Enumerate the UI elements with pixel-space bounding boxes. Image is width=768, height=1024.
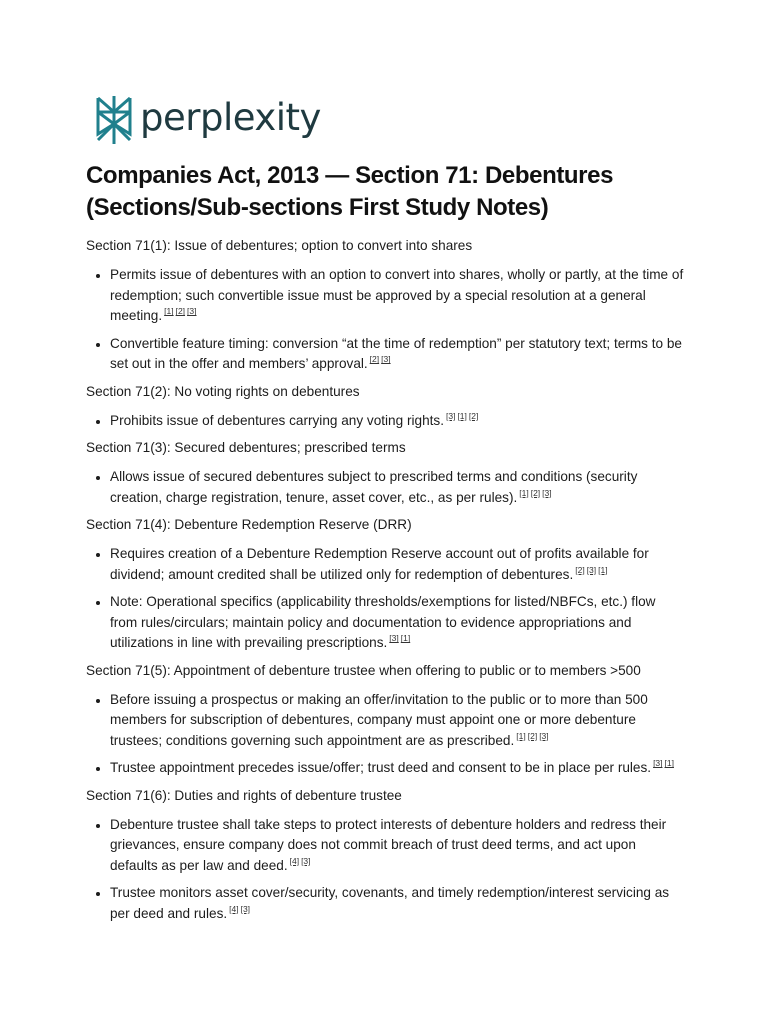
citation-link[interactable]: [3] (389, 633, 399, 644)
list-item (110, 411, 686, 432)
bullet-text: Trustee appointment precedes issue/offer; trust deed and consent to be in place per rules. (110, 760, 652, 775)
citation-link[interactable]: [3] (539, 730, 549, 741)
section-heading: Section 71(1): Issue of debentures; option to convert into shares (86, 238, 473, 253)
citation-link[interactable]: [1] (516, 730, 526, 741)
brand-wordmark: perplexity (140, 95, 321, 139)
citation-link[interactable]: [2] (468, 410, 479, 421)
list-item (110, 815, 686, 877)
list-item (110, 467, 686, 508)
perplexity-logo (94, 94, 321, 146)
list-item (110, 690, 686, 752)
document-body (86, 160, 686, 931)
citation-link[interactable]: [3] (187, 306, 197, 317)
citation-link[interactable]: [3] (240, 903, 251, 914)
list-item (110, 883, 686, 924)
bullet-list (86, 815, 686, 925)
section-heading: Section 71(3): Secured debentures; prescribed terms (86, 440, 406, 455)
bullet-text: Before issuing a prospectus or making an offer/invitation to the public or to more than 500 members for subscription of debentures, company must appoint one or more debenture trustees; conditions governing such appointment are as prescribed. (110, 691, 648, 748)
citation-link[interactable]: [1] (457, 410, 467, 421)
bullet-list (86, 544, 686, 654)
list-item (110, 265, 686, 327)
perplexity-mark-icon (94, 94, 134, 146)
page-title: Companies Act, 2013 — Section 71: Debentures (Sections/Sub-sections First Study Notes) (86, 162, 614, 221)
bullet-list (86, 411, 686, 432)
citation-link[interactable]: [1] (664, 758, 674, 769)
list-item (110, 758, 686, 779)
citation-link[interactable]: [2] (527, 730, 538, 741)
list-item (110, 544, 686, 585)
section-heading: Section 71(6): Duties and rights of debenture trustee (86, 787, 402, 803)
citation-link[interactable]: [3] (542, 487, 552, 498)
citation-link[interactable]: [1] (519, 487, 529, 498)
section-heading: Section 71(2): No voting rights on debentures (86, 383, 360, 399)
citation-link[interactable]: [3] (445, 410, 456, 421)
bullet-text: Prohibits issue of debentures carrying any voting rights. (110, 412, 444, 428)
citation-link[interactable]: [2] (369, 354, 380, 365)
bullet-list (86, 467, 686, 508)
bullet-text: Note: Operational specifics (applicability thresholds/exemptions for listed/NBFCs, etc.) flow from rules/circulars; maintain policy and documentation to evidence appropriations and utilizations in line with prevailing prescriptions. (110, 594, 656, 650)
list-item (110, 592, 686, 654)
citation-link[interactable]: [3] (381, 354, 391, 365)
bullet-text: Requires creation of a Debenture Redemption Reserve account out of profits available for dividend; amount credited shall be utilized only for redemption of debentures. (110, 546, 649, 582)
citation-link[interactable]: [4] (289, 855, 300, 866)
citation-link[interactable]: [2] (575, 564, 585, 575)
bullet-list (86, 265, 686, 375)
citation-link[interactable]: [3] (301, 855, 311, 866)
bullet-list (86, 690, 686, 779)
bullet-text: Allows issue of secured debentures subject to prescribed terms and conditions (security creation, charge registration, tenure, asset cover, etc., as per rules). (110, 469, 638, 505)
bullet-text: Trustee monitors asset cover/security, covenants, and timely redemption/interest servicing as per deed and rules. (110, 885, 670, 921)
citation-link[interactable]: [4] (229, 903, 239, 914)
citation-link[interactable]: [3] (586, 564, 597, 575)
citation-link[interactable]: [2] (530, 487, 541, 498)
section-heading: Section 71(5): Appointment of debenture trustee when offering to public or to members >500 (86, 662, 641, 678)
citation-link[interactable]: [1] (598, 564, 608, 575)
citation-link[interactable]: [1] (400, 633, 411, 644)
bullet-text: Debenture trustee shall take steps to protect interests of debenture holders and redress their grievances, ensure company does not commit breach of trust deed terms, and act upon defaults as per law and deed. (110, 816, 667, 873)
citation-link[interactable]: [2] (175, 306, 186, 317)
section-heading: Section 71(4): Debenture Redemption Reserve (DRR) (86, 517, 412, 532)
citation-link[interactable]: [3] (653, 758, 663, 769)
citation-link[interactable]: [1] (164, 306, 174, 317)
bullet-text: Convertible feature timing: conversion “at the time of redemption” per statutory text; terms to be set out in the offer and members’ approval. (110, 335, 682, 371)
list-item (110, 334, 686, 375)
bullet-text: Permits issue of debentures with an option to convert into shares, wholly or partly, at the time of redemption; such convertible issue must be approved by a special resolution at a general meeting. (110, 267, 684, 323)
